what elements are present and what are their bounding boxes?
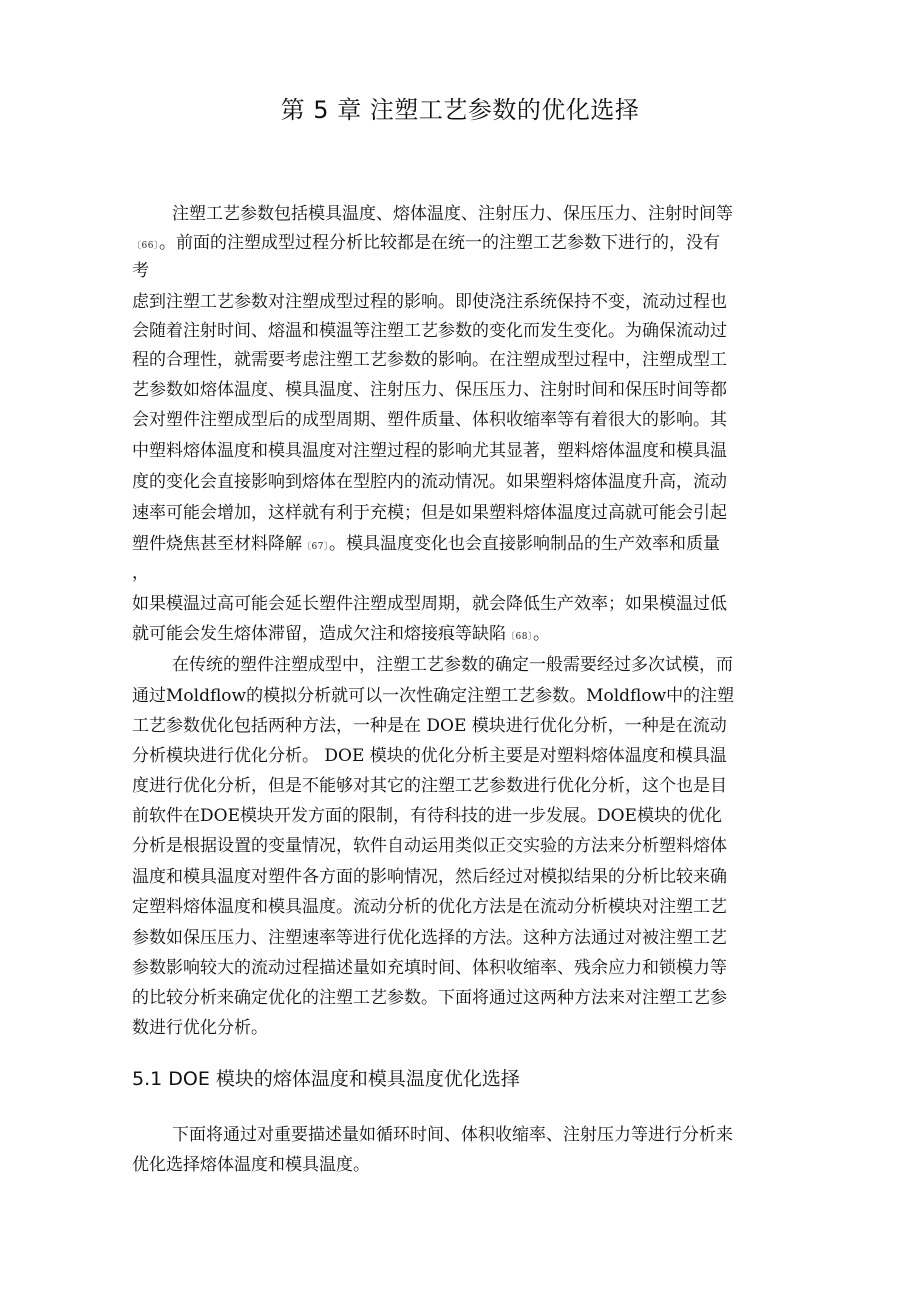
paragraph-line: 在传统的塑件注塑成型中，注塑工艺参数的确定一般需要经过多次试模，而 bbox=[172, 655, 733, 675]
paragraph-line: 塑件烧焦甚至材料降解〔67〕。模具温度变化也会直接影响制品的生产效率和质量 bbox=[132, 534, 720, 554]
paragraph-line: 考 bbox=[132, 261, 149, 281]
paragraph-line: 虑到注塑工艺参数对注塑成型过程的影响。即使浇注系统保持不变，流动过程也 bbox=[132, 292, 727, 312]
paragraph-line: 度进行优化分析，但是不能够对其它的注塑工艺参数进行优化分析，这个也是目 bbox=[132, 776, 727, 796]
paragraph-line: 温度和模具温度对塑件各方面的影响情况，然后经过对模拟结果的分析比较来确 bbox=[132, 867, 727, 887]
paragraph-line: 工艺参数优化包括两种方法，一种是在 DOE 模块进行优化分析，一种是在流动 bbox=[132, 716, 727, 736]
paragraph-line: 参数如保压压力、注塑速率等进行优化选择的方法。这种方法通过对被注塑工艺 bbox=[132, 928, 727, 948]
citation: 〔66〕 bbox=[132, 241, 159, 251]
paragraph-line: 会对塑件注塑成型后的成型周期、塑件质量、体积收缩率等有着很大的影响。其 bbox=[132, 410, 727, 430]
paragraph-line: 就可能会发生熔体滞留，造成欠注和熔接痕等缺陷〔68〕。 bbox=[132, 624, 550, 644]
chapter-title: 第 5 章 注塑工艺参数的优化选择 bbox=[280, 96, 640, 124]
paragraph-line: 通过Moldflow的模拟分析就可以一次性确定注塑工艺参数。Moldflow中的注塑 bbox=[132, 686, 735, 706]
paragraph-line: 程的合理性，就需要考虑注塑工艺参数的影响。在注塑成型过程中，注塑成型工 bbox=[132, 350, 727, 370]
paragraph-line: 注塑工艺参数包括模具温度、熔体温度、注射压力、保压压力、注射时间等 bbox=[172, 204, 733, 224]
paragraph-line: 下面将通过对重要描述量如循环时间、体积收缩率、注射压力等进行分析来 bbox=[172, 1125, 733, 1145]
paragraph-line: 前软件在DOE模块开发方面的限制，有待科技的进一步发展。DOE模块的优化 bbox=[132, 806, 722, 826]
paragraph-line: 分析是根据设置的变量情况，软件自动运用类似正交实验的方法来分析塑料熔体 bbox=[132, 836, 727, 856]
citation: 〔67〕 bbox=[302, 542, 329, 552]
paragraph-line: 度的变化会直接影响到熔体在型腔内的流动情况。如果塑料熔体温度升高，流动 bbox=[132, 472, 727, 492]
paragraph-line: 艺参数如熔体温度、模具温度、注射压力、保压压力、注射时间和保压时间等都 bbox=[132, 380, 727, 400]
citation: 〔68〕 bbox=[506, 632, 533, 642]
paragraph-line: 〔66〕。前面的注塑成型过程分析比较都是在统一的注塑工艺参数下进行的，没有 bbox=[132, 233, 720, 253]
paragraph-line: 中塑料熔体温度和模具温度对注塑过程的影响尤其显著，塑料熔体温度和模具温 bbox=[132, 441, 727, 461]
paragraph-line: 如果模温过高可能会延长塑件注塑成型周期，就会降低生产效率；如果模温过低 bbox=[132, 594, 727, 614]
paragraph-line: 会随着注射时间、熔温和模温等注塑工艺参数的变化而发生变化。为确保流动过 bbox=[132, 321, 727, 341]
paragraph-line: 优化选择熔体温度和模具温度。 bbox=[132, 1155, 370, 1175]
paragraph-line: 定塑料熔体温度和模具温度。流动分析的优化方法是在流动分析模块对注塑工艺 bbox=[132, 897, 727, 917]
paragraph-line: ， bbox=[132, 563, 149, 583]
paragraph-line: 参数影响较大的流动过程描述量如充填时间、体积收缩率、残余应力和锁模力等 bbox=[132, 958, 727, 978]
paragraph-line: 数进行优化分析。 bbox=[132, 1018, 268, 1038]
paragraph-line: 分析模块进行优化分析。 DOE 模块的优化分析主要是对塑料熔体温度和模具温 bbox=[132, 746, 727, 766]
paragraph-line: 的比较分析来确定优化的注塑工艺参数。下面将通过这两种方法来对注塑工艺参 bbox=[132, 988, 727, 1008]
section-heading: 5.1 DOE 模块的熔体温度和模具温度优化选择 bbox=[132, 1068, 520, 1090]
paragraph-line: 速率可能会增加，这样就有利于充模；但是如果塑料熔体温度过高就可能会引起 bbox=[132, 503, 727, 523]
